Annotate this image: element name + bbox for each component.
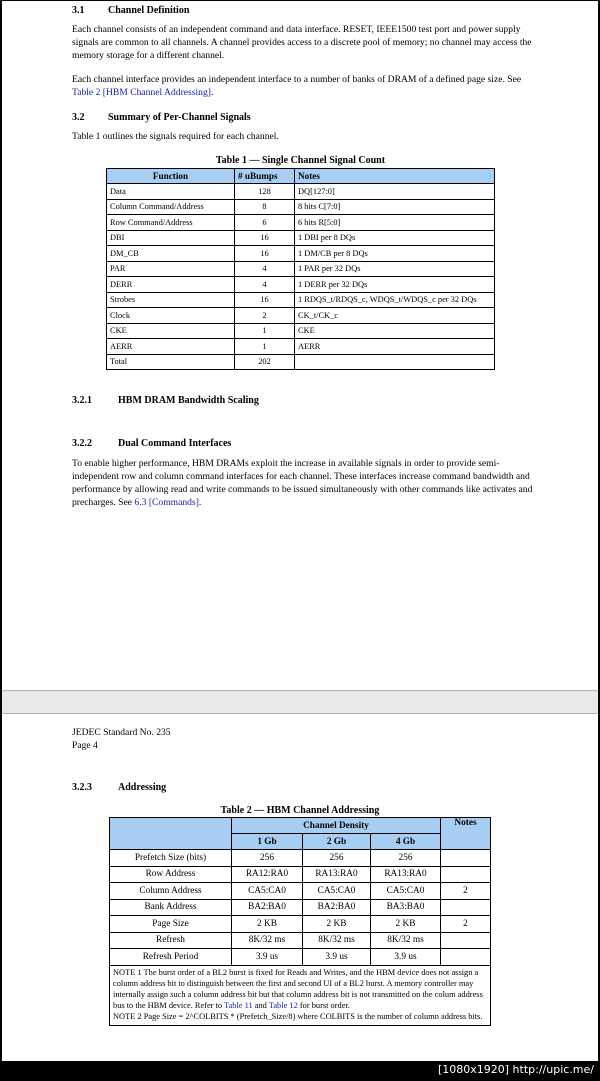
cell-4gb: CA5:CA0 xyxy=(371,883,441,900)
cell-ubumps: 4 xyxy=(235,277,295,293)
section-number: 3.2.1 xyxy=(72,395,92,406)
cell-ubumps: 8 xyxy=(235,199,295,215)
header-channel-density: Channel Density xyxy=(232,818,441,834)
cell-notes: 1 DM/CB per 8 DQs xyxy=(295,246,495,262)
table-row xyxy=(107,339,495,355)
section-title: Channel Definition xyxy=(108,5,190,16)
cell-1gb: 8K/32 ms xyxy=(232,932,303,949)
cell-4gb: 8K/32 ms xyxy=(371,932,441,949)
table-row xyxy=(110,883,491,900)
cell-ubumps: 16 xyxy=(235,292,295,308)
section-3-2-3-heading xyxy=(72,782,166,793)
cell-notes: 1 PAR per 32 DQs xyxy=(295,261,495,277)
page-number: Page 4 xyxy=(72,740,98,751)
cell-ubumps: 128 xyxy=(235,184,295,200)
table-row xyxy=(107,277,495,293)
table-row xyxy=(107,261,495,277)
cell-1gb: 3.9 us xyxy=(232,949,303,966)
section-3-1-paragraph-2 xyxy=(72,73,542,99)
cell-function: Data xyxy=(107,184,235,200)
header-blank xyxy=(110,818,232,834)
note-1-text: NOTE 1 The burst order of a BL2 burst is fixed for Reads and Writes, and the HBM device does not assign a column address bit to distinguish between the first and second UI of a BL2 burst. A memory controller may internally assign such a column address bit but that column address bit is not transmitted on the colum address bus to the HBM device. Refer to xyxy=(113,967,483,1011)
header-notes: Notes xyxy=(441,818,491,850)
table-row xyxy=(110,916,491,933)
table-notes xyxy=(110,965,491,1025)
header-notes: Notes xyxy=(295,169,495,184)
cell-notes: 1 DBI per 8 DQs xyxy=(295,230,495,246)
table-row xyxy=(110,850,491,867)
table-header-row xyxy=(110,818,491,834)
cell-ubumps: 4 xyxy=(235,261,295,277)
table-header-row xyxy=(110,834,491,850)
header-function: Function xyxy=(107,169,235,184)
cell-notes xyxy=(441,899,491,916)
standard-name: JEDEC Standard No. 235 xyxy=(72,727,171,738)
table-1 xyxy=(106,168,495,370)
cell-function: CKE xyxy=(107,323,235,339)
cell-4gb: RA13:RA0 xyxy=(371,866,441,883)
cell-4gb: 2 KB xyxy=(371,916,441,933)
cell-ubumps: 6 xyxy=(235,215,295,231)
cell-function: DERR xyxy=(107,277,235,293)
cell-1gb: 2 KB xyxy=(232,916,303,933)
paragraph-end: . xyxy=(198,497,202,508)
section-title: HBM DRAM Bandwidth Scaling xyxy=(118,395,259,406)
cell-1gb: BA2:BA0 xyxy=(232,899,303,916)
cell-2gb: BA2:BA0 xyxy=(303,899,371,916)
table-row xyxy=(110,866,491,883)
section-3-1-heading xyxy=(72,5,189,16)
cell-function: AERR xyxy=(107,339,235,355)
table-row xyxy=(107,308,495,324)
cell-notes xyxy=(441,850,491,867)
section-3-2-2-paragraph xyxy=(72,457,534,509)
section-3-2-paragraph: Table 1 outlines the signals required for each channel. xyxy=(72,131,279,142)
table-1-caption: Table 1 — Single Channel Signal Count xyxy=(215,155,386,166)
cell-function: Clock xyxy=(107,308,235,324)
cell-2gb: CA5:CA0 xyxy=(303,883,371,900)
paragraph-text: Each channel interface provides an independent interface to a number of banks of DRAM of a defined page size. See xyxy=(72,74,522,85)
note-1 xyxy=(113,967,487,1012)
cell-ubumps: 202 xyxy=(235,354,295,370)
header-density-2gb: 2 Gb xyxy=(303,834,371,850)
paragraph-text: To enable higher performance, HBM DRAMs exploit the increase in available signals in order to provide semi-independent row and column command interfaces for each channel. These interfaces increase command bandwidth and performance by allowing read and write commands to be issued simultaneously with other commands like activates and precharges. See xyxy=(72,458,533,508)
cell-parameter: Column Address xyxy=(110,883,232,900)
cell-2gb: 256 xyxy=(303,850,371,867)
cell-4gb: 3.9 us xyxy=(371,949,441,966)
header-ubumps: # uBumps xyxy=(235,169,295,184)
watermark-text: [1080x1920] http://upic.me/ xyxy=(437,1063,594,1076)
section-3-2-heading xyxy=(72,112,251,123)
cell-notes: 8 bits C[7:0] xyxy=(295,199,495,215)
note-1-and: and xyxy=(252,1001,269,1011)
section-number: 3.2 xyxy=(72,112,85,123)
cell-function: DM_CB xyxy=(107,246,235,262)
cell-notes: 6 bits R[5:0] xyxy=(295,215,495,231)
table-row xyxy=(107,292,495,308)
cell-notes: 1 RDQS_t/RDQS_c, WDQS_t/WDQS_c per 32 DQs xyxy=(295,292,495,308)
cell-2gb: 2 KB xyxy=(303,916,371,933)
cell-ubumps: 16 xyxy=(235,230,295,246)
cell-1gb: CA5:CA0 xyxy=(232,883,303,900)
cell-ubumps: 1 xyxy=(235,323,295,339)
cell-2gb: 8K/32 ms xyxy=(303,932,371,949)
cell-ubumps: 16 xyxy=(235,246,295,262)
table-row xyxy=(107,246,495,262)
table-row xyxy=(107,184,495,200)
cell-parameter: Bank Address xyxy=(110,899,232,916)
cell-parameter: Refresh xyxy=(110,932,232,949)
cell-4gb: BA3:BA0 xyxy=(371,899,441,916)
table-notes-row xyxy=(110,965,491,1025)
header-blank xyxy=(110,834,232,850)
cell-notes: AERR xyxy=(295,339,495,355)
table-2-link[interactable]: Table 2 [HBM Channel Addressing] xyxy=(72,87,211,98)
cell-1gb: 256 xyxy=(232,850,303,867)
table-row xyxy=(110,949,491,966)
header-density-4gb: 4 Gb xyxy=(371,834,441,850)
cell-notes xyxy=(295,354,495,370)
commands-link[interactable]: 6.3 [Commands] xyxy=(134,497,199,508)
cell-notes: DQ[127:0] xyxy=(295,184,495,200)
cell-ubumps: 1 xyxy=(235,339,295,355)
cell-function: DBI xyxy=(107,230,235,246)
section-number: 3.2.2 xyxy=(72,438,92,449)
cell-parameter: Refresh Period xyxy=(110,949,232,966)
section-title: Dual Command Interfaces xyxy=(118,438,232,449)
cell-1gb: RA12:RA0 xyxy=(232,866,303,883)
table-row xyxy=(110,899,491,916)
section-3-1-paragraph-1: Each channel consists of an independent command and data interface. RESET, IEEE1500 test port and power supply signals are common to all channels. A channel provides access to a discrete pool of memory; no channel may access the memory storage for a different channel. xyxy=(72,24,532,61)
table-11-link[interactable]: Table 11 xyxy=(224,1001,253,1011)
cell-parameter: Row Address xyxy=(110,866,232,883)
table-row xyxy=(107,230,495,246)
cell-function: Total xyxy=(107,354,235,370)
cell-notes xyxy=(441,949,491,966)
cell-parameter: Prefetch Size (bits) xyxy=(110,850,232,867)
note-2: NOTE 2 Page Size = 2^COLBITS * (Prefetch_Size/8) where COLBITS is the number of column address bits. xyxy=(113,1012,483,1022)
table-row xyxy=(107,354,495,370)
cell-function: Strobes xyxy=(107,292,235,308)
header-density-1gb: 1 Gb xyxy=(232,834,303,850)
table-row xyxy=(107,199,495,215)
page-header xyxy=(72,726,171,752)
section-number: 3.1 xyxy=(72,5,85,16)
cell-notes: CK_t/CK_c xyxy=(295,308,495,324)
table-row xyxy=(110,932,491,949)
cell-notes: 1 DERR per 32 DQs xyxy=(295,277,495,293)
section-title: Addressing xyxy=(118,782,167,793)
cell-notes: 2 xyxy=(441,916,491,933)
cell-notes xyxy=(441,866,491,883)
cell-2gb: 3.9 us xyxy=(303,949,371,966)
table-2-caption: Table 2 — HBM Channel Addressing xyxy=(220,805,380,816)
table-row xyxy=(107,323,495,339)
cell-notes: 2 xyxy=(441,883,491,900)
cell-2gb: RA13:RA0 xyxy=(303,866,371,883)
table-2 xyxy=(109,817,491,1026)
cell-function: Row Command/Address xyxy=(107,215,235,231)
section-title: Summary of Per-Channel Signals xyxy=(108,112,251,123)
table-header-row xyxy=(107,169,495,184)
cell-notes xyxy=(441,932,491,949)
page-separator xyxy=(2,690,598,714)
cell-function: Column Command/Address xyxy=(107,199,235,215)
cell-parameter: Page Size xyxy=(110,916,232,933)
paragraph-end: . xyxy=(210,87,214,98)
table-12-link[interactable]: Table 12 xyxy=(268,1001,298,1011)
section-3-2-2-heading xyxy=(72,438,231,449)
cell-4gb: 256 xyxy=(371,850,441,867)
section-3-2-1-heading xyxy=(72,395,259,406)
cell-function: PAR xyxy=(107,261,235,277)
cell-notes: CKE xyxy=(295,323,495,339)
cell-ubumps: 2 xyxy=(235,308,295,324)
section-number: 3.2.3 xyxy=(72,782,92,793)
note-1-end: for burst order. xyxy=(297,1001,350,1011)
table-row xyxy=(107,215,495,231)
